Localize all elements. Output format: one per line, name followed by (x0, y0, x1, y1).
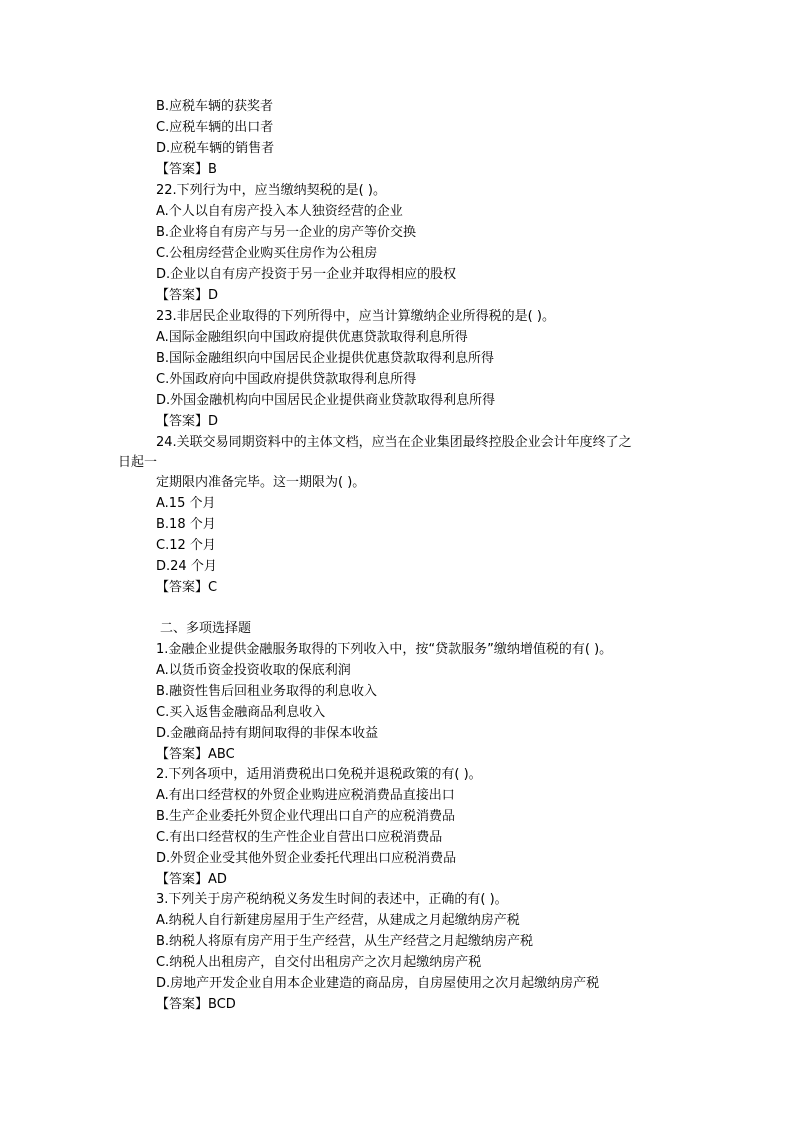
option-c: C.应税车辆的出口者 (156, 120, 274, 135)
answer-line: 【答案】B (156, 162, 217, 177)
option-b: B.18 个月 (156, 517, 216, 532)
option-c: C.买入返售金融商品利息收入 (156, 705, 326, 720)
option-b: B.国际金融组织向中国居民企业提供优惠贷款取得利息所得 (156, 351, 495, 366)
option-b: B.生产企业委托外贸企业代理出口自产的应税消费品 (156, 809, 456, 824)
option-d: D.金融商品持有期间取得的非保本收益 (156, 726, 379, 741)
question-1: 1.金融企业提供金融服务取得的下列收入中，按“贷款服务”缴纳增值税的有( )。 (156, 642, 613, 657)
option-a: A.15 个月 (156, 496, 216, 511)
option-d: D.外国金融机构向中国居民企业提供商业贷款取得利息所得 (156, 393, 496, 408)
option-d: D.企业以自有房产投资于另一企业并取得相应的股权 (156, 267, 457, 282)
question-24: 24.关联交易同期资料中的主体文档，应当在企业集团最终控股企业会计年度终了之 (156, 435, 632, 450)
option-d: D.应税车辆的销售者 (156, 141, 275, 156)
answer-line: 【答案】BCD (156, 997, 236, 1012)
option-b: B.融资性售后回租业务取得的利息收入 (156, 684, 378, 699)
question-24-cont: 定期限内准备完毕。这一期限为( )。 (156, 475, 366, 490)
option-a: A.有出口经营权的外贸企业购进应税消费品直接出口 (156, 788, 455, 803)
question-23: 23.非居民企业取得的下列所得中，应当计算缴纳企业所得税的是( )。 (156, 309, 555, 324)
option-a: A.以货币资金投资收取的保底利润 (156, 663, 351, 678)
option-d: D.房地产开发企业自用本企业建造的商品房，自房屋使用之次月起缴纳房产税 (156, 976, 600, 991)
section-heading: 二、多项选择题 (160, 621, 252, 636)
question-22: 22.下列行为中，应当缴纳契税的是( )。 (156, 183, 386, 198)
option-a: A.纳税人自行新建房屋用于生产经营，从建成之月起缴纳房产税 (156, 913, 520, 928)
option-c: C.外国政府向中国政府提供贷款取得利息所得 (156, 372, 417, 387)
option-a: A.个人以自有房产投入本人独资经营的企业 (156, 204, 403, 219)
option-a: A.国际金融组织向中国政府提供优惠贷款取得利息所得 (156, 330, 468, 345)
option-c: C.有出口经营权的生产性企业自营出口应税消费品 (156, 830, 443, 845)
question-3: 3.下列关于房产税纳税义务发生时间的表述中，正确的有( )。 (156, 892, 508, 907)
question-24-wrap: 日起一 (118, 455, 158, 470)
answer-line: 【答案】ABC (156, 747, 235, 762)
answer-line: 【答案】D (156, 414, 219, 429)
option-d: D.24 个月 (156, 559, 217, 574)
answer-line: 【答案】C (156, 580, 218, 595)
answer-line: 【答案】D (156, 288, 219, 303)
option-c: C.纳税人出租房产，自交付出租房产之次月起缴纳房产税 (156, 955, 482, 970)
option-d: D.外贸企业受其他外贸企业委托代理出口应税消费品 (156, 851, 457, 866)
option-b: B.企业将自有房产与另一企业的房产等价交换 (156, 225, 417, 240)
question-2: 2.下列各项中，适用消费税出口免税并退税政策的有( )。 (156, 767, 482, 782)
option-c: C.公租房经营企业购买住房作为公租房 (156, 246, 378, 261)
option-b: B.纳税人将原有房产用于生产经营，从生产经营之月起缴纳房产税 (156, 934, 534, 949)
option-b: B.应税车辆的获奖者 (156, 99, 274, 114)
answer-line: 【答案】AD (156, 872, 227, 887)
option-c: C.12 个月 (156, 538, 216, 553)
